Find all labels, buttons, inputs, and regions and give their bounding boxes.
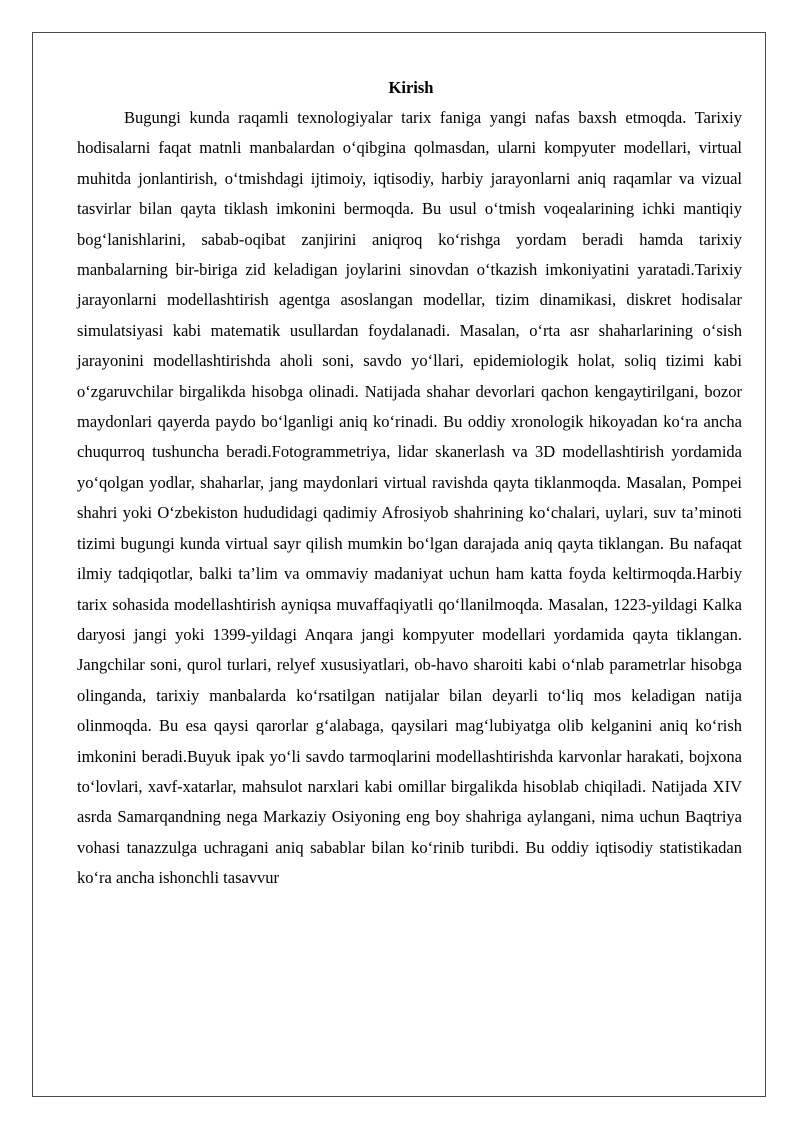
section-title: Kirish bbox=[388, 78, 434, 97]
document-content bbox=[77, 73, 742, 894]
body-paragraph: Bugungi kunda raqamli texnologiyalar tarix faniga yangi nafas baxsh etmoqda. Tarixiy hodisalarni faqat matnli manbalardan o‘qibgina qolmasdan, ularni kompyuter modellari, virtual muhitda jonlantirish, o‘tmishdagi ijtimoiy, iqtisodiy, harbiy jarayonlarni aniq raqamlar va vizual tasvirlar bilan qayta tiklash imkonini bermoqda. Bu usul o‘tmish voqealarining ichki mantiqiy bog‘lanishlarini, sabab-oqibat zanjirini aniqroq ko‘rishga yordam beradi hamda tarixiy manbalarning bir-biriga zid keladigan joylarini sinovdan o‘tkazish imkoniyatini yaratadi.Tarixiy jarayonlarni modellashtirish agentga asoslangan modellar, tizim dinamikasi, diskret hodisalar simulatsiyasi kabi matematik usullardan foydalanadi. Masalan, o‘rta asr shaharlarining o‘sish jarayonini modellashtirishda aholi soni, savdo yo‘llari, epidemiologik holat, soliq tizimi kabi o‘zgaruvchilar birgalikda hisobga olinadi. Natijada shahar devorlari qachon kengaytirilgani, bozor maydonlari qayerda paydo bo‘lganligi aniq ko‘rinadi. Bu oddiy xronologik hikoyadan ko‘ra ancha chuqurroq tushuncha beradi.Fotogrammetriya, lidar skanerlash va 3D modellashtirish yordamida yo‘qolgan yodlar, shaharlar, jang maydonlari virtual ravishda qayta tiklanmoqda. Masalan, Pompei shahri yoki O‘zbekiston hududidagi qadimiy Afrosiyob shahrining ko‘chalari, uylari, suv ta’minoti tizimi bugungi kunda virtual sayr qilish mumkin bo‘lgan darajada aniq qayta tiklangan. Bu nafaqat ilmiy tadqiqotlar, balki ta’lim va ommaviy madaniyat uchun ham katta foyda keltirmoqda.Harbiy tarix sohasida modellashtirish ayniqsa muvaffaqiyatli qo‘llanilmoqda. Masalan, 1223-yildagi Kalka daryosi jangi yoki 1399-yildagi Anqara jangi kompyuter modellari yordamida qayta tiklangan. Jangchilar soni, qurol turlari, relyef xususiyatlari, ob-havo sharoiti kabi o‘nlab parametrlar hisobga olinganda, tarixiy manbalarda ko‘rsatilgan natijalar bilan deyarli to‘liq mos keladigan natija olinmoqda. Bu esa qaysi qarorlar g‘alabaga, qaysilari mag‘lubiyatga olib kelganini aniq ko‘rish imkonini beradi.Buyuk ipak yo‘li savdo tarmoqlarini modellashtirishda karvonlar harakati, bojxona to‘lovlari, xavf-xatarlar, mahsulot narxlari kabi omillar birgalikda hisoblab chiqiladi. Natijada XIV asrda Samarqandning nega Markaziy Osiyoning eng boy shahriga aylangani, nima uchun Baqtriya vohasi tanazzulga uchragani aniq sabablar bilan ko‘rinib turibdi. Bu oddiy iqtisodiy statistikadan ko‘ra ancha ishonchli tasavvur bbox=[77, 108, 742, 888]
